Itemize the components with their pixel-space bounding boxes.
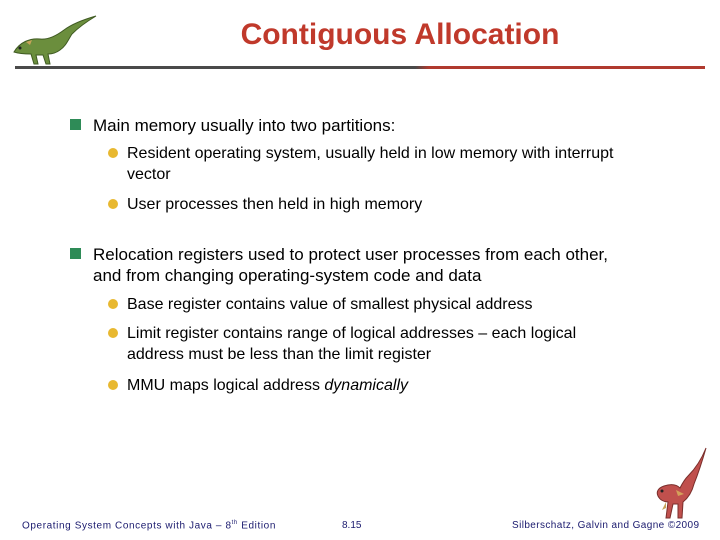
list-item bbox=[108, 323, 618, 365]
dinosaur-icon bbox=[6, 12, 102, 68]
round-bullet-icon bbox=[108, 380, 118, 390]
bullet-text: Relocation registers used to protect user processes from each other, and from changing operating-system code and data bbox=[93, 245, 608, 285]
bullet-text: Limit register contains range of logical addresses – each logical address must be less than the limit register bbox=[127, 325, 577, 363]
dinosaur-icon bbox=[636, 444, 710, 528]
footer-book-title bbox=[22, 520, 276, 531]
list-item bbox=[108, 143, 618, 185]
page-number: 8.15 bbox=[342, 520, 362, 531]
round-bullet-icon bbox=[108, 148, 118, 158]
round-bullet-icon bbox=[108, 199, 118, 209]
list-item bbox=[108, 294, 618, 315]
list-item bbox=[108, 375, 618, 396]
footer-copyright: Silberschatz, Galvin and Gagne ©2009 bbox=[512, 520, 700, 531]
footer-book-title-text: Operating System Concepts with Java – 8 bbox=[22, 520, 232, 532]
list-item bbox=[108, 194, 618, 215]
footer-superscript: th bbox=[231, 520, 238, 526]
bullet-text bbox=[127, 375, 618, 396]
bullet-text-emphasis: dynamically bbox=[324, 377, 408, 394]
bullet-text-plain: MMU maps logical address bbox=[127, 377, 325, 394]
bullet-text: Main memory usually into two partitions: bbox=[93, 116, 396, 135]
round-bullet-icon bbox=[108, 328, 118, 338]
footer-book-title-suffix: Edition bbox=[237, 520, 276, 532]
bullet-text: Resident operating system, usually held in low memory with interrupt vector bbox=[127, 145, 614, 183]
bullet-text: User processes then held in high memory bbox=[127, 196, 423, 213]
square-bullet-icon bbox=[70, 119, 81, 130]
bullet-text: Base register contains value of smallest physical address bbox=[127, 296, 533, 313]
square-bullet-icon bbox=[70, 248, 81, 259]
slide-title: Contiguous Allocation bbox=[240, 18, 560, 51]
list-item bbox=[70, 115, 630, 136]
title-divider bbox=[15, 66, 705, 69]
list-item bbox=[70, 244, 630, 286]
round-bullet-icon bbox=[108, 299, 118, 309]
